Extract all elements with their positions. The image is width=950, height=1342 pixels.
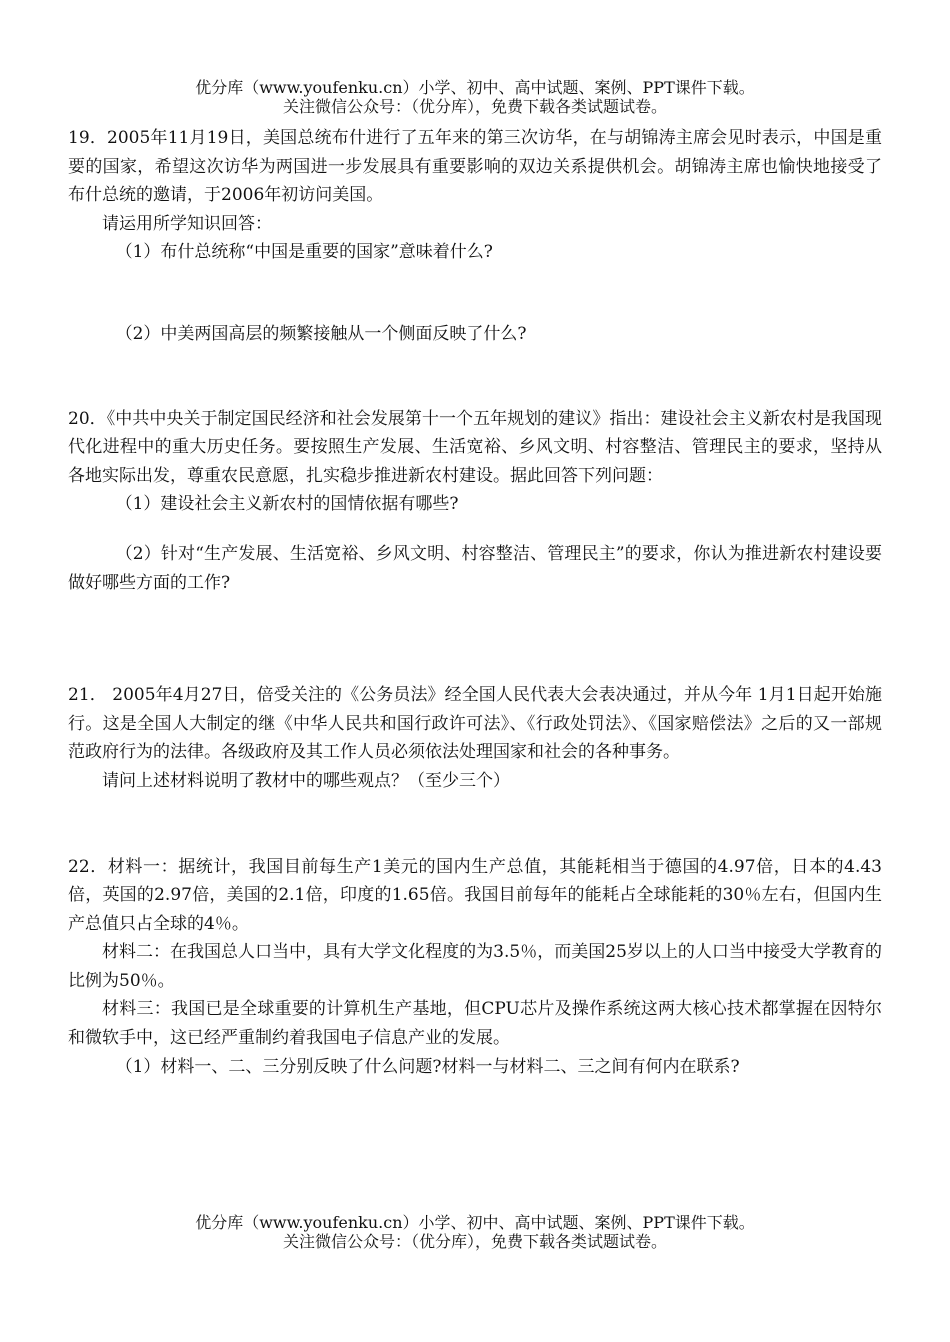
q20-stem: 20．《中共中央关于制定国民经济和社会发展第十一个五年规划的建议》指出：建设社会主义新农村是我国现代化进程中的重大历史任务。要按照生产发展、生活宽裕、乡风文明、村容整洁、管理民主的要求，坚持从各地实际出发，尊重农民意愿，扎实稳步推进新农村建设。据此回答下列问题：: [68, 408, 882, 486]
answer-space: [68, 597, 882, 681]
question-19: [68, 124, 882, 405]
question-20: [68, 405, 882, 682]
q19-prompt: 请运用所学知识回答：: [102, 213, 272, 234]
q21-prompt: 请问上述材料说明了教材中的哪些观点？（至少三个）: [102, 770, 510, 791]
header-line-2: 关注微信公众号：（优分库），免费下载各类试题试卷。: [282, 97, 667, 116]
answer-space: [68, 796, 882, 853]
answer-space: [68, 267, 882, 320]
q19-subquestion-1: （1）布什总统称“中国是重要的国家”意味着什么?: [115, 242, 493, 263]
q22-subquestion-1: （1）材料一、二、三分别反映了什么问题?材料一与材料二、三之间有何内在联系?: [115, 1056, 740, 1077]
header-line-1: 优分库（www.youfenku.cn）小学、初中、高中试题、案例、PPT课件下载。: [195, 78, 755, 97]
q22-material-1: 22．材料一：据统计，我国目前每生产1美元的国内生产总值，其能耗相当于德国的4.97倍，日本的4.43倍，英国的2.97倍，美国的2.1倍，印度的1.65倍。我国目前每年的能耗占全球能耗的30％左右，但国内生产总值只占全球的4％。: [68, 856, 882, 934]
q22-material-2: 材料二：在我国总人口当中，具有大学文化程度的为3.5％，而美国25岁以上的人口当中接受大学教育的比例为50％。: [68, 942, 882, 991]
answer-space: [68, 349, 882, 405]
answer-space: [68, 519, 882, 540]
page-header: [0, 78, 950, 116]
q20-subquestion-1: （1）建设社会主义新农村的国情依据有哪些?: [115, 494, 459, 515]
question-22: [68, 853, 882, 1082]
q22-material-3: 材料三：我国已是全球重要的计算机生产基地，但CPU芯片及操作系统这两大核心技术都掌握在因特尔和微软手中，这已经严重制约着我国电子信息产业的发展。: [68, 999, 882, 1049]
exam-body: [68, 124, 882, 1081]
q19-stem: 19．2005年11月19日，美国总统布什进行了五年来的第三次访华，在与胡锦涛主席会见时表示，中国是重要的国家，希望这次访华为两国进一步发展具有重要影响的双边关系提供机会。胡锦涛主席也愉快地接受了布什总统的邀请，于2006年初访问美国。: [68, 128, 882, 206]
footer-line-2: 关注微信公众号：（优分库），免费下载各类试题试卷。: [282, 1232, 667, 1251]
q20-subquestion-2: （2）针对“生产发展、生活宽裕、乡风文明、村容整洁、管理民主”的要求，你认为推进新农村建设要做好哪些方面的工作?: [68, 543, 882, 593]
footer-line-1: 优分库（www.youfenku.cn）小学、初中、高中试题、案例、PPT课件下载。: [195, 1213, 755, 1232]
page-footer: [0, 1213, 950, 1251]
q21-stem: 21． 2005年4月27日，倍受关注的《公务员法》经全国人民代表大会表决通过，并从今年 1月1日起开始施行。这是全国人大制定的继《中华人民共和国行政许可法》、《行政处罚法》、《国家赔偿法》之后的又一部规范政府行为的法律。各级政府及其工作人员必须依法处理国家和社会的各种事务。: [68, 685, 882, 763]
question-21: [68, 681, 882, 852]
q19-subquestion-2: （2）中美两国高层的频繁接触从一个侧面反映了什么?: [115, 323, 527, 344]
